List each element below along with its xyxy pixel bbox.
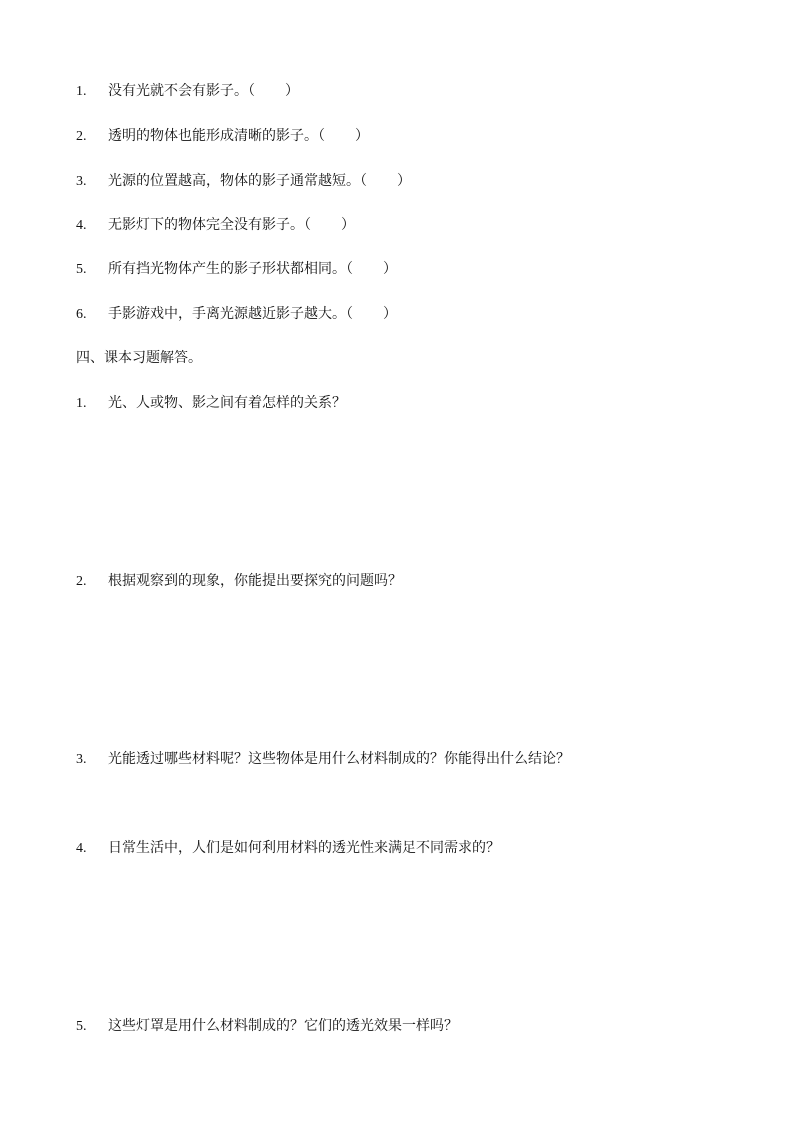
judgement-item-1 [76,81,299,102]
question-text: 日常生活中，人们是如何利用材料的透光性来满足不同需求的？ [108,840,500,856]
question-number: 4. [76,841,87,856]
item-number: 6. [76,307,87,322]
item-text: 没有光就不会有影子。（ [108,83,255,99]
judgement-item-2 [76,126,369,147]
item-number: 5. [76,262,87,277]
question-text: 这些灯罩是用什么材料制成的？它们的透光效果一样吗？ [108,1018,458,1034]
question-text: 根据观察到的现象，你能提出要探究的问题吗？ [108,573,402,589]
item-text: 光源的位置越高，物体的影子通常越短。（ [108,173,367,189]
question-2 [76,571,402,592]
question-number: 2. [76,574,87,589]
question-text: 光能透过哪些材料呢？这些物体是用什么材料制成的？你能得出什么结论？ [108,751,570,767]
question-number: 1. [76,396,87,411]
judgement-item-6 [76,304,397,325]
item-text: 所有挡光物体产生的影子形状都相同。（ [108,261,353,277]
judgement-item-5 [76,259,397,280]
question-3 [76,749,570,770]
judgement-item-4 [76,215,355,236]
item-close-paren: ） [397,173,411,189]
item-number: 1. [76,84,87,99]
item-close-paren: ） [285,83,299,99]
question-5 [76,1016,458,1037]
item-close-paren: ） [341,217,355,233]
question-1 [76,393,346,414]
question-text: 光、人或物、影之间有着怎样的关系？ [108,395,346,411]
item-close-paren: ） [383,306,397,322]
item-text: 无影灯下的物体完全没有影子。（ [108,217,311,233]
item-number: 2. [76,129,87,144]
question-number: 5. [76,1019,87,1034]
item-number: 4. [76,218,87,233]
item-number: 3. [76,174,87,189]
item-close-paren: ） [383,261,397,277]
question-number: 3. [76,752,87,767]
item-text: 透明的物体也能形成清晰的影子。（ [108,128,325,144]
section-heading: 四、课本习题解答。 [76,350,202,366]
item-close-paren: ） [355,128,369,144]
question-4 [76,838,500,859]
item-text: 手影游戏中，手离光源越近影子越大。（ [108,306,353,322]
judgement-item-3 [76,171,411,192]
